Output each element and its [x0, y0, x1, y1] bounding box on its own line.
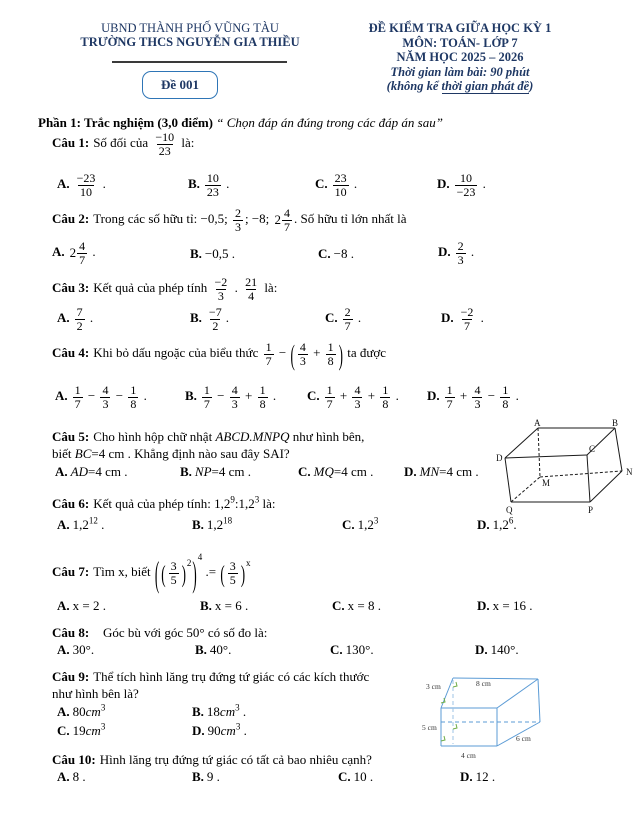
school-year: NĂM HỌC 2025 – 2026	[396, 50, 524, 64]
vertex-label-q: Q	[506, 505, 513, 515]
exam-subject: MÔN: TOÁN- LỚP 7	[402, 35, 518, 50]
option-label: D.	[427, 388, 440, 404]
prism-dim-8cm: 8 cm	[476, 679, 491, 688]
option-text: 40°.	[209, 642, 232, 657]
option-label: B.	[200, 598, 212, 613]
option-text: $1,2^{12}$ .	[72, 515, 105, 532]
option-text: $80cm^3$	[72, 702, 106, 719]
question-2-text: Trong các số hữu tỉ: −0,5; $\frac{2}{3}$ ; −8; 2 $\frac{4}{7}$ . Số hữu tỉ lớn nhất là	[93, 206, 407, 234]
option-text: MQ=4 cm .	[313, 464, 374, 479]
question-2-option-b	[190, 246, 235, 262]
option-label: D.	[441, 310, 454, 326]
question-6-option-c	[342, 517, 378, 533]
header-right	[325, 21, 595, 94]
exam-title: ĐỀ KIỂM TRA GIỮA HỌC KỲ 1	[368, 21, 552, 35]
prism-dim-5cm: 5 cm	[422, 723, 437, 732]
question-1-option-c	[315, 172, 357, 198]
option-label: C.	[307, 388, 320, 404]
question-4-label: Câu 4:	[52, 345, 90, 361]
question-4-option-a	[55, 384, 147, 410]
option-text: 9 .	[206, 769, 220, 784]
option-label: C.	[315, 176, 328, 192]
note-post: )	[529, 79, 534, 93]
question-2-label: Câu 2:	[52, 211, 90, 227]
question-8-option-c	[330, 642, 374, 658]
option-label: A.	[57, 310, 70, 326]
question-3-label: Câu 3:	[52, 280, 90, 296]
exam-duration: Thời gian làm bài: 90 phút	[390, 64, 530, 79]
option-label: A.	[55, 464, 68, 479]
option-label: D.	[437, 176, 450, 192]
cuboid-figure	[495, 419, 642, 520]
question-5-option-d	[404, 464, 479, 480]
option-text: 8 .	[72, 769, 86, 784]
option-label: D.	[477, 517, 490, 532]
question-9-option-d	[192, 723, 247, 739]
note-underlined: thời gian phát đề	[441, 79, 530, 93]
option-text: MN=4 cm .	[419, 464, 479, 479]
option-text: 140°.	[490, 642, 519, 657]
option-label: C.	[325, 310, 338, 326]
question-1	[52, 131, 194, 157]
option-label: C.	[318, 246, 331, 261]
question-1-option-d	[437, 172, 486, 198]
question-5-option-a	[55, 464, 127, 480]
option-text: 2 $\frac{4}{7}$ .	[69, 239, 96, 267]
question-3-text: Kết quả của phép tính $\frac{-2}{3}$ . $\frac{21}{4}$ là:	[93, 275, 278, 303]
question-7	[52, 552, 251, 595]
question-3-option-a	[57, 306, 93, 332]
option-label: B.	[190, 310, 202, 326]
exam-code-box	[142, 71, 218, 99]
option-text: x = 2 .	[72, 598, 106, 613]
question-6-text: Kết quả của phép tính: $1,2^9:1,2^3$ là:	[93, 494, 276, 511]
part1-heading	[38, 115, 618, 131]
vertex-label-d: D	[496, 453, 503, 463]
question-8-option-b	[195, 642, 231, 658]
question-4-text: Khi bỏ dấu ngoặc của biểu thức $\frac{1}{7}$ − ( $\frac{4}{3}$ + $\frac{1}{8}$ ) ta được	[93, 337, 387, 371]
option-text: 10 .	[353, 769, 374, 784]
option-label: B.	[195, 642, 207, 657]
question-9-text: Thể tích hình lăng trụ đứng tứ giác có các kích thước như hình bên là?	[52, 669, 370, 701]
question-6-option-b	[192, 517, 232, 533]
question-4	[52, 337, 387, 371]
prism-dim-3cm: 3 cm	[426, 682, 441, 691]
exam-code: Đề 001	[161, 77, 199, 92]
prism-figure	[420, 669, 580, 773]
question-8	[52, 625, 267, 641]
question-2-option-a	[52, 240, 96, 266]
option-text: $\frac{1}{7}$ − $\frac{4}{3}$ − $\frac{1}{8}$ .	[74, 383, 147, 411]
prism-dim-4cm: 4 cm	[461, 751, 476, 760]
header-left-rule	[112, 61, 287, 63]
option-text: $1,2^{18}$	[206, 515, 233, 532]
vertex-label-p: P	[588, 505, 594, 515]
option-label: B.	[192, 517, 204, 532]
option-label: C.	[332, 598, 345, 613]
question-9-label: Câu 9:	[52, 669, 90, 684]
question-5-option-c	[298, 464, 373, 480]
option-text: $1,2^3$	[357, 515, 379, 532]
question-7-option-b	[200, 598, 248, 614]
header-left	[40, 21, 340, 49]
prism-dim-6cm: 6 cm	[516, 734, 531, 743]
part1-title: Phần 1: Trắc nghiệm (3,0 điểm)	[38, 115, 214, 130]
question-7-text: Tìm x, biết ( ( $\frac{3}{5}$ )$^2$)$^4$ .= ( $\frac{3}{5}$ )$^x$	[93, 552, 251, 595]
option-label: B.	[180, 464, 192, 479]
question-10-option-a	[57, 769, 86, 785]
question-7-option-c	[332, 598, 381, 614]
option-text: $\frac{1}{7}$ + $\frac{4}{3}$ − $\frac{1}{8}$ .	[446, 383, 519, 411]
exam-duration-note	[325, 79, 595, 94]
question-6-option-d	[477, 517, 517, 533]
question-10-label: Câu 10:	[52, 752, 96, 767]
vertex-label-m: M	[542, 478, 551, 488]
option-text: $\frac{-7}{2}$ .	[208, 305, 229, 333]
question-6	[52, 496, 276, 512]
option-label: B.	[192, 704, 204, 719]
option-text: −8 .	[333, 246, 354, 261]
option-text: $1,2^6$.	[492, 515, 517, 532]
note-pre: (không kể	[386, 79, 442, 93]
question-3-option-d	[441, 306, 484, 332]
question-4-option-c	[307, 384, 399, 410]
vertex-label-c: C	[589, 444, 596, 454]
question-7-label: Câu 7:	[52, 564, 90, 579]
option-text: $\frac{-23}{10}$ .	[76, 171, 106, 199]
question-2-option-d	[438, 240, 474, 266]
question-7-option-a	[57, 598, 106, 614]
question-9	[52, 668, 452, 702]
option-label: A.	[57, 176, 70, 192]
question-3-option-b	[190, 306, 229, 332]
option-label: A.	[57, 642, 70, 657]
question-8-label: Câu 8:	[52, 625, 90, 640]
option-label: A.	[57, 704, 70, 719]
option-label: B.	[185, 388, 197, 404]
option-label: C.	[298, 464, 311, 479]
vertex-label-b: B	[612, 419, 619, 428]
question-1-label: Câu 1:	[52, 135, 90, 151]
question-5-option-b	[180, 464, 251, 480]
question-8-option-d	[475, 642, 519, 658]
issuing-authority: UBND THÀNH PHỐ VŨNG TÀU	[101, 21, 279, 35]
option-text: x = 6 .	[214, 598, 249, 613]
option-text: $\frac{10}{23}$ .	[206, 171, 230, 199]
option-text: 30°.	[72, 642, 95, 657]
question-5	[52, 428, 492, 462]
question-10-text: Hình lăng trụ đứng tứ giác có tất cả bao nhiêu cạnh?	[99, 752, 372, 767]
option-text: $\frac{7}{2}$ .	[76, 305, 94, 333]
option-label: C.	[330, 642, 343, 657]
question-4-option-d	[427, 384, 519, 410]
question-8-text: Góc bù với góc 50° có số đo là:	[93, 625, 268, 640]
question-9-option-c	[57, 723, 105, 739]
option-label: A.	[55, 388, 68, 404]
option-label: D.	[404, 464, 417, 479]
question-10-option-d	[460, 769, 495, 785]
question-6-option-a	[57, 517, 104, 533]
question-2-option-c	[318, 246, 354, 262]
option-text: $\frac{2}{7}$ .	[344, 305, 362, 333]
option-label: C.	[338, 769, 351, 784]
question-2	[52, 207, 407, 233]
question-7-option-d	[477, 598, 532, 614]
question-4-option-b	[185, 384, 276, 410]
option-text: $\frac{10}{-23}$ .	[456, 171, 486, 199]
question-10	[52, 752, 372, 768]
option-text: AD=4 cm .	[70, 464, 128, 479]
option-text: −0,5 .	[204, 246, 236, 261]
question-1-option-b	[188, 172, 229, 198]
option-label: D.	[460, 769, 473, 784]
question-3	[52, 276, 277, 302]
option-text: $\frac{23}{10}$ .	[334, 171, 358, 199]
option-label: D.	[192, 723, 205, 738]
option-label: A.	[57, 769, 70, 784]
question-9-option-b	[192, 704, 246, 720]
option-text: $\frac{1}{7}$ + $\frac{4}{3}$ + $\frac{1}{8}$ .	[326, 383, 399, 411]
option-label: D.	[475, 642, 488, 657]
school-name: TRƯỜNG THCS NGUYỄN GIA THIỀU	[80, 35, 300, 49]
vertex-label-n: N	[626, 467, 633, 477]
option-text: $90cm^3$ .	[207, 721, 247, 738]
question-3-option-c	[325, 306, 361, 332]
option-text: $\frac{2}{3}$ .	[457, 239, 475, 267]
option-text: $\frac{1}{7}$ − $\frac{4}{3}$ + $\frac{1}{8}$ .	[203, 383, 277, 411]
option-label: A.	[57, 517, 70, 532]
option-text: x = 16 .	[492, 598, 533, 613]
option-text: $\frac{-2}{7}$ .	[460, 305, 484, 333]
option-text: 130°.	[345, 642, 374, 657]
question-10-option-b	[192, 769, 220, 785]
question-8-option-a	[57, 642, 94, 658]
option-label: B.	[192, 769, 204, 784]
option-text: 12 .	[475, 769, 496, 784]
vertex-label-a: A	[534, 419, 541, 428]
option-text: $18cm^3$ .	[206, 702, 247, 719]
question-10-option-c	[338, 769, 373, 785]
question-5-text: Cho hình hộp chữ nhật ABCD.MNPQ như hình bên, biết BC=4 cm . Khẳng định nào sau đây SAI?	[52, 429, 365, 461]
question-9-option-a	[57, 704, 105, 720]
option-text: NP=4 cm .	[194, 464, 252, 479]
question-5-label: Câu 5:	[52, 429, 90, 444]
option-label: D.	[477, 598, 490, 613]
option-label: B.	[188, 176, 200, 192]
option-label: A.	[57, 598, 70, 613]
option-text: $19cm^3$	[72, 721, 106, 738]
option-label: D.	[438, 244, 451, 260]
question-6-label: Câu 6:	[52, 496, 90, 511]
option-label: C.	[57, 723, 70, 738]
part1-instruction: “ Chọn đáp án đúng trong các đáp án sau”	[216, 115, 443, 130]
option-label: A.	[52, 244, 65, 260]
option-text: x = 8 .	[347, 598, 381, 613]
question-1-option-a	[57, 172, 106, 198]
question-1-text: Số đối của $\frac{-10}{23}$ là:	[93, 130, 195, 158]
option-label: C.	[342, 517, 355, 532]
option-label: B.	[190, 246, 202, 261]
